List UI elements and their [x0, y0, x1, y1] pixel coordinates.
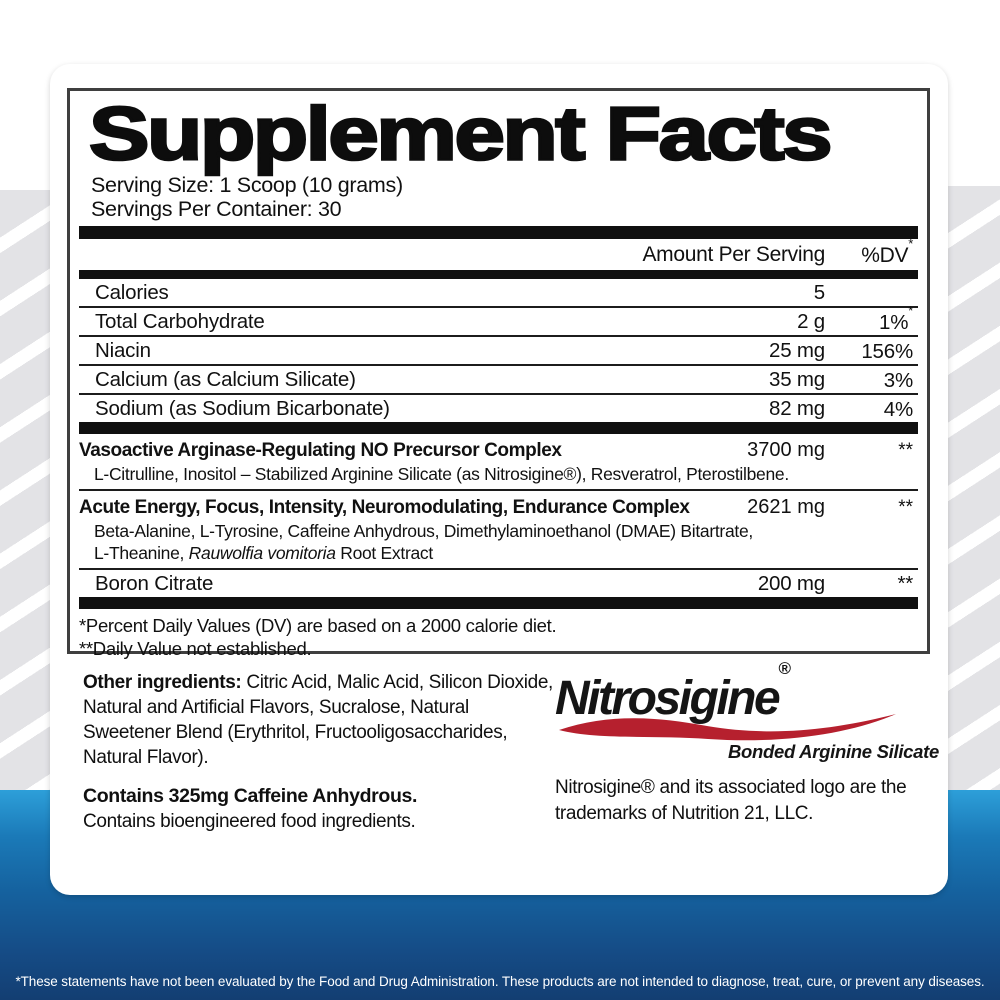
fact-row-total-carbohydrate: Total Carbohydrate 2 g 1%* — [79, 306, 918, 335]
other-ingredients-label: Other ingredients: — [83, 672, 242, 693]
supplement-facts-panel — [67, 88, 930, 659]
registered-mark-icon: ® — [778, 659, 791, 679]
complex-acute-energy-ingredients-1: Beta-Alanine, L-Tyrosine, Caffeine Anhydrous, Dimethylaminoethanol (DMAE) Bitartrate, — [94, 521, 753, 541]
divider-bar-bottom — [79, 597, 918, 609]
fact-row-calories: Calories 5 — [95, 280, 825, 304]
other-ingredients-text: Other ingredients: Citric Acid, Malic Acid, Silicon Dioxide, Natural and Artificial Flavors, Sucralose, Natural Sweetener Blend (Erythritol, Fructooligosaccharides, Natural Flavor). — [83, 672, 553, 768]
complex-acute-energy-ingredients-2: L-Theanine, Rauwolfia vomitoria Root Extract — [94, 543, 433, 563]
fact-row-sodium: Sodium (as Sodium Bicarbonate) 82 mg 4% — [79, 393, 918, 422]
complex-acute-energy: Acute Energy, Focus, Intensity, Neuromodulating, Endurance Complex 2621 mg ** Beta-Alanine, L-Tyrosine, Caffeine Anhydrous, Dimethylaminoethanol (DMAE) Bitartrate, L-Theanine, Rauwolfia vomitoria Root Extract — [79, 489, 918, 568]
servings-per-container: Servings Per Container: 30 — [91, 197, 342, 221]
divider-bar-header — [79, 270, 918, 279]
header-amount-per-serving: Amount Per Serving — [642, 242, 825, 266]
fda-disclaimer: *These statements have not been evaluated by the Food and Drug Administration. These products are not intended to diagnose, treat, cure, or prevent any diseases. — [15, 974, 985, 989]
bioengineered-statement: Contains bioengineered food ingredients. — [83, 811, 416, 832]
contains-caffeine-statement: Contains 325mg Caffeine Anhydrous. — [83, 785, 418, 807]
chevron-pattern-left — [0, 190, 52, 790]
label-card — [50, 64, 948, 895]
nitrosigine-tagline: Bonded Arginine Silicate — [727, 741, 939, 762]
latin-species-name: Rauwolfia vomitoria — [188, 543, 336, 563]
fact-row-calcium: Calcium (as Calcium Silicate) 35 mg 3% — [79, 364, 918, 393]
divider-bar-top — [79, 226, 918, 239]
fact-row-niacin: Niacin 25 mg 156% — [79, 335, 918, 364]
divider-bar-mid — [79, 422, 918, 434]
complex-vasoactive: Vasoactive Arginase-Regulating NO Precursor Complex 3700 mg ** L-Citrulline, Inositol – Stabilized Arginine Silicate (as Nitrosigine®), Resveratrol, Pterostilbene. — [79, 434, 918, 489]
footnotes — [79, 614, 918, 660]
serving-size: Serving Size: 1 Scoop (10 grams) — [91, 173, 403, 197]
chevron-pattern-right — [947, 186, 1000, 790]
header-percent-dv: %DV* — [861, 235, 913, 267]
footnote-percent-dv: *Percent Daily Values (DV) are based on a 2000 calorie diet. — [79, 615, 557, 636]
fact-row-boron-citrate: Boron Citrate 200 mg ** — [79, 568, 918, 597]
complex-vasoactive-ingredients: L-Citrulline, Inositol – Stabilized Arginine Silicate (as Nitrosigine®), Resveratrol, Pterostilbene. — [94, 464, 789, 484]
nitrosigine-logo: Nitrosigine® — [555, 659, 791, 725]
nitrosigine-logo-block — [555, 659, 947, 827]
header-dv-asterisk: * — [908, 235, 913, 251]
table-header-row — [79, 235, 918, 270]
supplement-facts-title: Supplement Facts — [89, 92, 831, 177]
other-ingredients-block — [83, 670, 553, 834]
footnote-dv-not-established: **Daily Value not established. — [79, 638, 312, 659]
nitrosigine-trademark-text: Nitrosigine® and its associated logo are the trademarks of Nutrition 21, LLC. — [555, 777, 907, 824]
